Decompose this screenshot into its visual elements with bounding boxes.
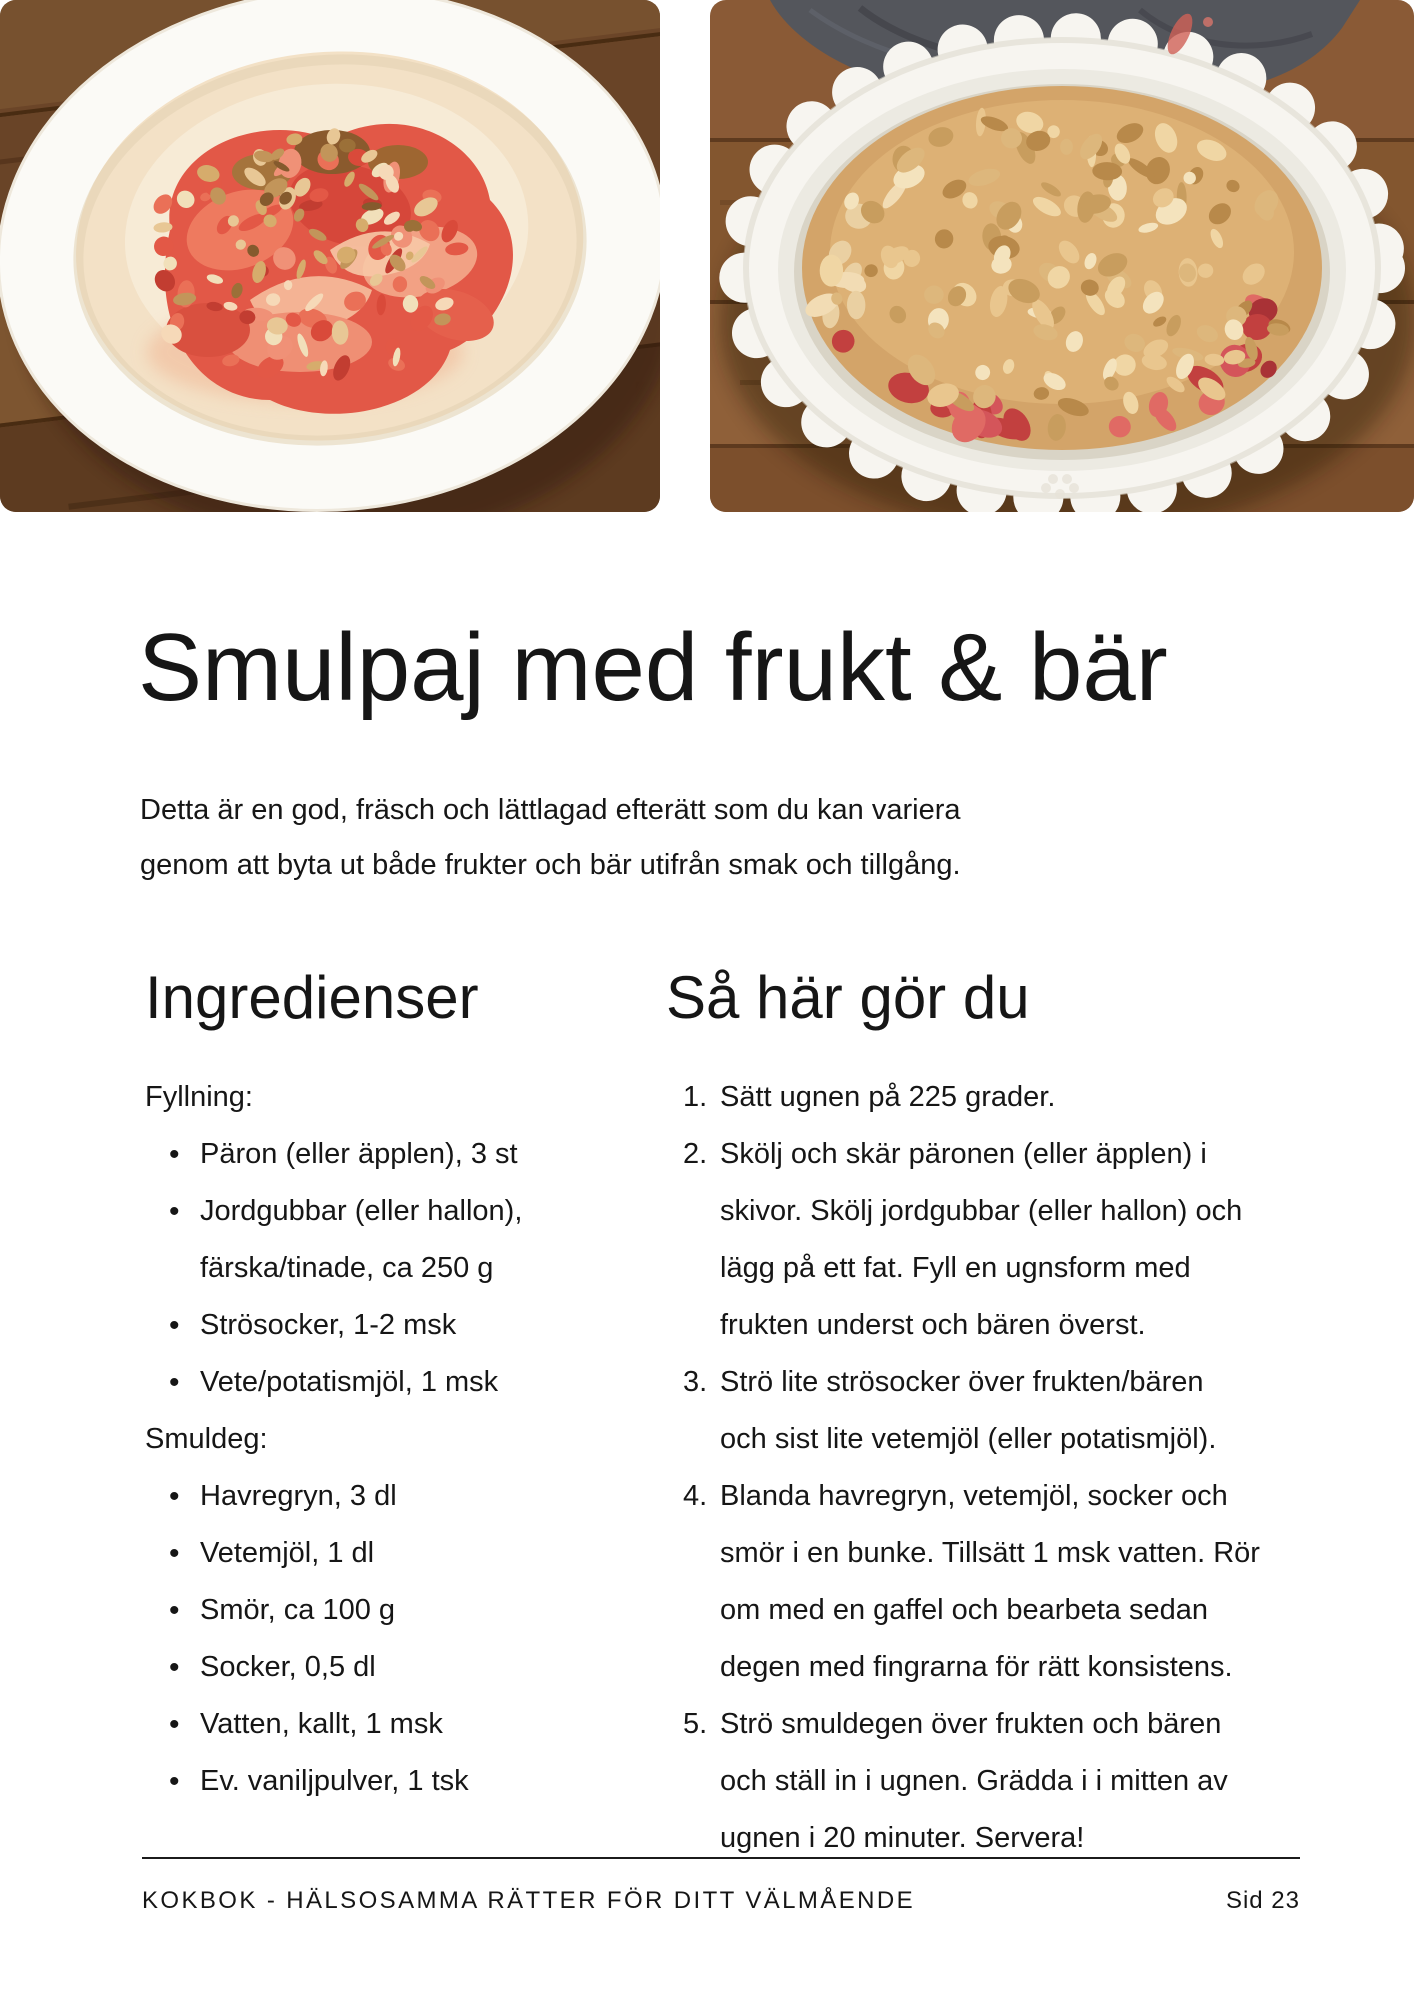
step-line: degen med fingrarna för rätt konsistens. bbox=[720, 1651, 1233, 1683]
instruction-step bbox=[683, 1354, 1323, 1468]
step-line: om med en gaffel och bearbeta sedan bbox=[720, 1594, 1208, 1626]
ingredient-group-label: Smuldeg: bbox=[145, 1423, 268, 1455]
instruction-step bbox=[683, 1696, 1323, 1867]
ingredient-line: Havregryn, 3 dl bbox=[200, 1480, 397, 1512]
step-line: frukten underst och bären överst. bbox=[720, 1309, 1146, 1341]
bullet-icon: • bbox=[169, 1138, 180, 1171]
ingredient-item bbox=[145, 1639, 615, 1696]
ingredient-item bbox=[145, 1696, 615, 1753]
ingredient-item bbox=[145, 1525, 615, 1582]
ingredient-line: Ev. vaniljpulver, 1 tsk bbox=[200, 1765, 469, 1797]
step-line: Strö smuldegen över frukten och bären bbox=[720, 1708, 1222, 1740]
ingredient-line: Socker, 0,5 dl bbox=[200, 1651, 376, 1683]
step-line: lägg på ett fat. Fyll en ugnsform med bbox=[720, 1252, 1191, 1284]
step-line: skivor. Skölj jordgubbar (eller hallon) och bbox=[720, 1195, 1243, 1227]
step-number: 2. bbox=[683, 1138, 708, 1170]
ingredient-line: färska/tinade, ca 250 g bbox=[200, 1252, 494, 1284]
bullet-icon: • bbox=[169, 1651, 180, 1684]
footer-page-number: Sid 23 bbox=[1225, 1887, 1300, 1914]
ingredient-group-label: Fyllning: bbox=[145, 1081, 253, 1113]
ingredient-item bbox=[145, 1468, 615, 1525]
intro-paragraph bbox=[140, 783, 961, 893]
instruction-step bbox=[683, 1468, 1323, 1696]
ingredient-item bbox=[145, 1354, 615, 1411]
recipe-title: Smulpaj med frukt & bär bbox=[138, 614, 1168, 721]
instructions-list bbox=[683, 1069, 1323, 1867]
instruction-step bbox=[683, 1126, 1323, 1354]
instructions-heading: Så här gör du bbox=[666, 964, 1030, 1031]
intro-line: Detta är en god, fräsch och lättlagad efterätt som du kan variera bbox=[140, 794, 961, 826]
bullet-icon: • bbox=[169, 1366, 180, 1399]
left-food-photo bbox=[0, 0, 660, 512]
step-line: Sätt ugnen på 225 grader. bbox=[720, 1081, 1056, 1113]
ingredient-item bbox=[145, 1183, 615, 1297]
plate-illustration bbox=[0, 0, 660, 512]
bullet-icon: • bbox=[169, 1195, 180, 1228]
footer-book-title: KOKBOK - HÄLSOSAMMA RÄTTER FÖR DITT VÄLMÅENDE bbox=[142, 1887, 916, 1914]
step-number: 3. bbox=[683, 1366, 708, 1398]
ingredient-item bbox=[145, 1297, 615, 1354]
ingredient-line: Vatten, kallt, 1 msk bbox=[200, 1708, 443, 1740]
bullet-icon: • bbox=[169, 1708, 180, 1741]
ingredient-line: Strösocker, 1-2 msk bbox=[200, 1309, 457, 1341]
step-line: och ställ in i ugnen. Grädda i i mitten av bbox=[720, 1765, 1228, 1797]
bullet-icon: • bbox=[169, 1537, 180, 1570]
step-line: ugnen i 20 minuter. Servera! bbox=[720, 1822, 1085, 1854]
bullet-icon: • bbox=[169, 1480, 180, 1513]
ingredients-list bbox=[145, 1069, 615, 1810]
step-line: Strö lite strösocker över frukten/bären bbox=[720, 1366, 1204, 1398]
ingredient-line: Smör, ca 100 g bbox=[200, 1594, 396, 1626]
bullet-icon: • bbox=[169, 1594, 180, 1627]
ingredient-item bbox=[145, 1126, 615, 1183]
step-line: och sist lite vetemjöl (eller potatismjöl). bbox=[720, 1423, 1217, 1455]
step-line: Blanda havregryn, vetemjöl, socker och bbox=[720, 1480, 1228, 1512]
ingredient-line: Vetemjöl, 1 dl bbox=[200, 1537, 375, 1569]
step-line: Skölj och skär päronen (eller äpplen) i bbox=[720, 1138, 1207, 1170]
ingredient-line: Päron (eller äpplen), 3 st bbox=[200, 1138, 518, 1170]
right-food-photo bbox=[710, 0, 1414, 512]
ingredient-item bbox=[145, 1582, 615, 1639]
footer bbox=[142, 1884, 1300, 1918]
step-line: smör i en bunke. Tillsätt 1 msk vatten. Rör bbox=[720, 1537, 1260, 1569]
intro-line: genom att byta ut både frukter och bär utifrån smak och tillgång. bbox=[140, 849, 961, 881]
instruction-step bbox=[683, 1069, 1323, 1126]
footer-divider bbox=[142, 1857, 1300, 1859]
ingredients-heading: Ingredienser bbox=[145, 964, 479, 1031]
step-number: 5. bbox=[683, 1708, 708, 1740]
pie-dish-illustration bbox=[710, 0, 1414, 512]
bullet-icon: • bbox=[169, 1309, 180, 1342]
ingredient-item bbox=[145, 1753, 615, 1810]
step-number: 1. bbox=[683, 1081, 708, 1113]
ingredient-line: Vete/potatismjöl, 1 msk bbox=[200, 1366, 499, 1398]
ingredient-line: Jordgubbar (eller hallon), bbox=[200, 1195, 523, 1227]
bullet-icon: • bbox=[169, 1765, 180, 1798]
step-number: 4. bbox=[683, 1480, 708, 1512]
